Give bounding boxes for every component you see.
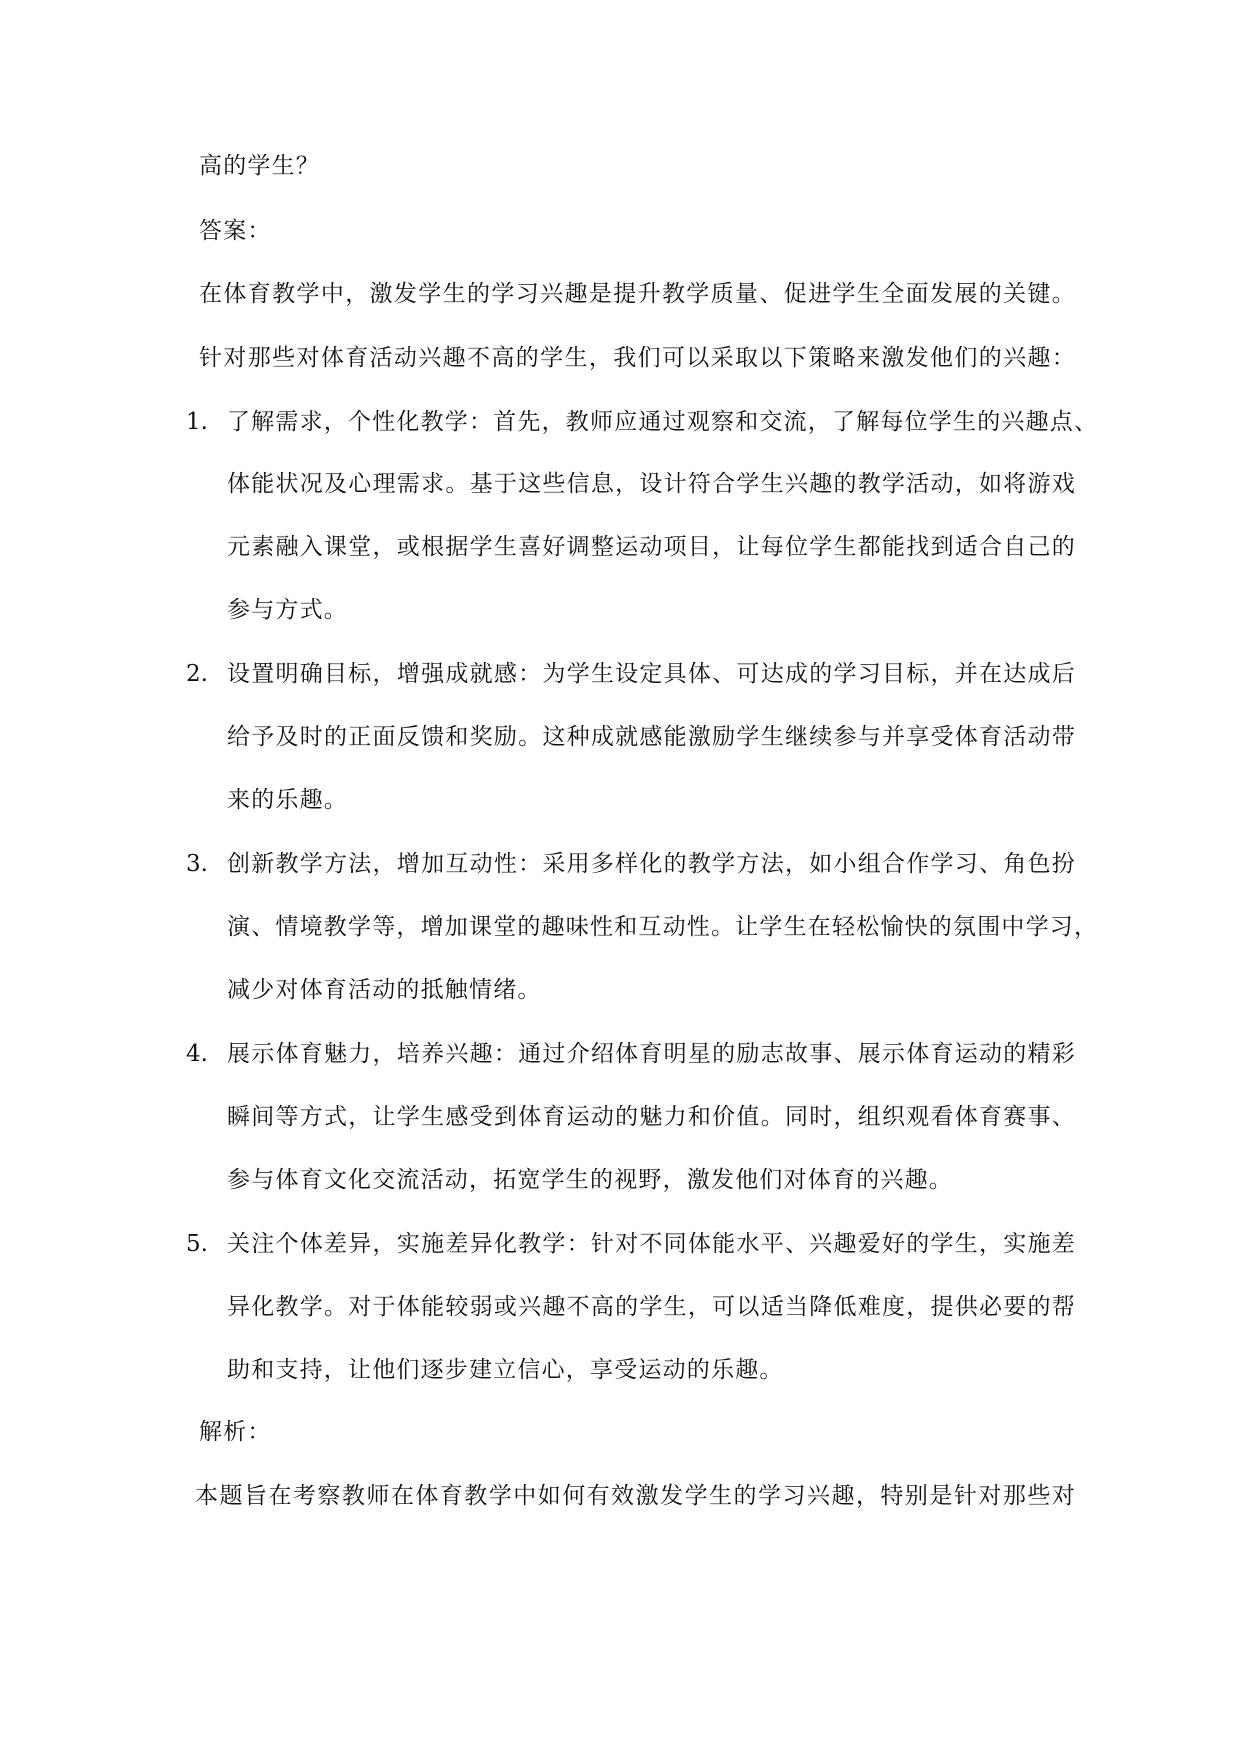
list-item-number: 4. xyxy=(186,1041,208,1067)
list-item-line: 创新教学方法，增加互动性：采用多样化的教学方法，如小组合作学习、角色扮 xyxy=(227,851,1076,877)
list-item-line: 参与体育文化交流活动，拓宽学生的视野，激发他们对体育的兴趣。 xyxy=(227,1167,953,1193)
list-item-number: 1. xyxy=(186,409,208,435)
list-item-line: 关注个体差异，实施差异化教学：针对不同体能水平、兴趣爱好的学生，实施差 xyxy=(227,1231,1076,1257)
question-tail: 高的学生？ xyxy=(199,153,320,179)
list-item-line: 助和支持，让他们逐步建立信心，享受运动的乐趣。 xyxy=(227,1357,784,1383)
list-item-line: 演、情境教学等，增加课堂的趣味性和互动性。让学生在轻松愉快的氛围中学习， xyxy=(227,914,1099,940)
list-item-line: 来的乐趣。 xyxy=(227,787,348,813)
list-item-line: 元素融入课堂，或根据学生喜好调整运动项目，让每位学生都能找到适合自己的 xyxy=(227,534,1076,560)
list-item-line: 减少对体育活动的抵触情绪。 xyxy=(227,977,542,1003)
analysis-text: 本题旨在考察教师在体育教学中如何有效激发学生的学习兴趣，特别是针对那些对 xyxy=(195,1483,1076,1509)
list-item-line: 展示体育魅力，培养兴趣：通过介绍体育明星的励志故事、展示体育运动的精彩 xyxy=(227,1041,1076,1067)
intro-line-1: 在体育教学中，激发学生的学习兴趣是提升教学质量、促进学生全面发展的关键。 xyxy=(199,281,1076,307)
list-item-number: 5. xyxy=(186,1231,208,1257)
answer-label: 答案： xyxy=(199,218,272,244)
list-item-line: 瞬间等方式，让学生感受到体育运动的魅力和价值。同时，组织观看体育赛事、 xyxy=(227,1104,1076,1130)
list-item-line: 参与方式。 xyxy=(227,597,348,623)
list-item-line: 了解需求，个性化教学：首先，教师应通过观察和交流，了解每位学生的兴趣点、 xyxy=(227,409,1099,435)
intro-line-2: 针对那些对体育活动兴趣不高的学生，我们可以采取以下策略来激发他们的兴趣： xyxy=(199,345,1076,371)
analysis-label: 解析： xyxy=(199,1419,272,1445)
list-item-line: 异化教学。对于体能较弱或兴趣不高的学生，可以适当降低难度，提供必要的帮 xyxy=(227,1294,1076,1320)
list-item-line: 设置明确目标，增强成就感：为学生设定具体、可达成的学习目标，并在达成后 xyxy=(227,661,1076,687)
list-item-number: 2. xyxy=(186,661,208,687)
list-item-line: 给予及时的正面反馈和奖励。这种成就感能激励学生继续参与并享受体育活动带 xyxy=(227,724,1076,750)
list-item-number: 3. xyxy=(186,851,208,877)
list-item-line: 体能状况及心理需求。基于这些信息，设计符合学生兴趣的教学活动，如将游戏 xyxy=(227,471,1076,497)
